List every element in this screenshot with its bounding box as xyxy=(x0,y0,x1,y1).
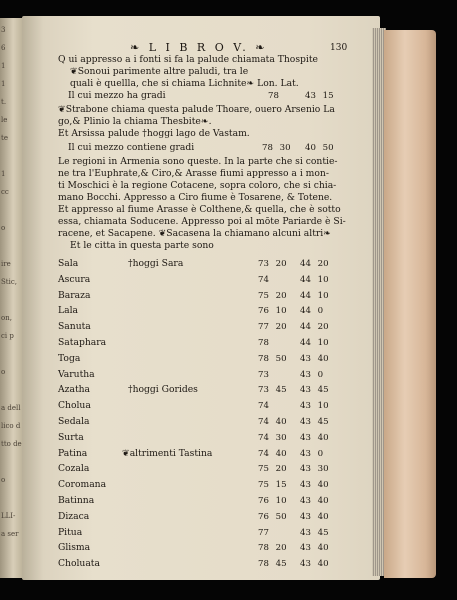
city-longitude: 78 50 xyxy=(258,353,287,364)
city-latitude: 43 45 xyxy=(300,385,329,396)
text-line: ti Moschici è la regione Cotacene, sopra coloro, che si chia- xyxy=(58,180,337,191)
city-longitude: 77 xyxy=(258,527,269,538)
left-margin-fragment: ire xyxy=(1,260,11,268)
city-name: Pitua xyxy=(58,526,83,538)
city-longitude: 73 45 xyxy=(258,385,287,396)
left-margin-fragment: te xyxy=(1,134,8,142)
city-longitude: 78 20 xyxy=(258,543,287,554)
city-name: Dizaca xyxy=(58,510,90,522)
city-latitude: 44 20 xyxy=(300,259,329,269)
city-longitude: 74 40 xyxy=(258,417,287,427)
left-margin-fragment: LLI- xyxy=(1,512,16,520)
city-note: †hoggi Sara xyxy=(128,258,184,269)
city-note: ❦altrimenti Tastina xyxy=(122,447,213,459)
city-name: Coromana xyxy=(58,479,107,491)
mezzo-label: Il cui mezzo ha gradi xyxy=(68,90,166,101)
city-longitude: 74 30 xyxy=(258,432,287,443)
left-margin-fragment: le xyxy=(1,116,8,124)
text-line: mano Bocchi. Appresso a Ciro fiume è Tosarene, & Totene. xyxy=(58,192,333,203)
city-name: Batinna xyxy=(58,495,95,506)
city-latitude: 43 0 xyxy=(300,369,324,380)
text-line: Q ui appresso a i fonti si fa la palude chiamata Thospite xyxy=(58,54,318,65)
city-name: Lala xyxy=(58,305,78,317)
city-longitude: 76 10 xyxy=(258,306,287,317)
city-name: Sedala xyxy=(58,416,90,427)
text-line: quali è quellla, che si chiama Lichnite❧ Lon. Lat. xyxy=(70,78,299,89)
text-line: Et Arsissa palude †hoggi lago de Vastam. xyxy=(58,128,250,139)
left-margin-fragment: o xyxy=(1,476,6,484)
left-margin-fragment: o xyxy=(1,368,6,376)
city-longitude: 73 xyxy=(258,369,269,380)
city-longitude: 75 15 xyxy=(258,480,287,491)
mezzo-lon: 78 xyxy=(268,91,279,101)
city-latitude: 43 45 xyxy=(300,527,329,538)
text-line: Et appresso al fiume Arasse è Colthene,& quella, che è sotto xyxy=(58,204,341,215)
city-longitude: 76 10 xyxy=(258,496,287,506)
city-name: Azatha xyxy=(58,384,91,396)
city-longitude: 76 50 xyxy=(258,511,287,522)
city-latitude: 44 20 xyxy=(300,322,329,333)
mezzo-lon: 78 30 xyxy=(262,143,291,153)
text-line: go,& Plinio la chiama Thesbite❧. xyxy=(58,116,212,127)
city-name: Toga xyxy=(58,352,81,364)
left-margin-fragment: ci p xyxy=(1,332,14,340)
city-longitude: 78 xyxy=(258,338,269,348)
mezzo-lat: 43 15 xyxy=(305,91,334,101)
city-latitude: 44 10 xyxy=(300,274,329,285)
city-longitude: 75 20 xyxy=(258,290,287,301)
city-name: Varutha xyxy=(58,368,95,380)
text-line: ne tra l'Euphrate,& Ciro,& Arasse fiumi appresso a i mon- xyxy=(58,168,329,179)
city-name: Ascura xyxy=(58,273,91,285)
city-latitude: 43 40 xyxy=(300,496,329,506)
city-longitude: 74 xyxy=(258,401,269,412)
city-latitude: 43 40 xyxy=(300,543,329,554)
city-latitude: 43 40 xyxy=(300,559,329,570)
city-longitude: 74 xyxy=(258,274,269,285)
city-latitude: 43 40 xyxy=(300,511,329,522)
city-latitude: 43 40 xyxy=(300,432,329,443)
city-name: Sala xyxy=(58,258,79,269)
mezzo-label: Il cui mezzo contiene gradi xyxy=(68,142,195,153)
left-margin-fragment: cc xyxy=(1,188,9,196)
left-margin-fragment: tto de xyxy=(1,440,22,448)
left-margin-fragment: on, xyxy=(1,314,12,322)
city-latitude: 43 45 xyxy=(300,417,329,427)
city-name: Choluata xyxy=(58,558,100,570)
left-margin-fragment: a dell xyxy=(1,404,21,412)
city-longitude: 74 40 xyxy=(258,448,287,459)
city-longitude: 78 45 xyxy=(258,559,287,570)
text-line: ❦Sonoui parimente altre paludi, tra le xyxy=(70,66,249,77)
left-margin-fragment: 1 xyxy=(1,80,6,88)
left-margin-fragment: o xyxy=(1,224,6,232)
city-longitude: 75 20 xyxy=(258,464,287,475)
city-name: Baraza xyxy=(58,289,91,301)
left-margin-fragment: 6 xyxy=(1,44,6,52)
city-name: Patina xyxy=(58,447,88,459)
text-line: ❦Strabone chiama questa palude Thoare, ouero Arsenio La xyxy=(58,104,335,115)
text-line: racene, et Sacapene. ❦Sacasena la chiamano alcuni altri❧ xyxy=(58,228,331,239)
mezzo-lat: 40 50 xyxy=(305,143,334,153)
left-margin-fragment: a ser xyxy=(1,530,19,538)
city-latitude: 44 0 xyxy=(300,306,324,317)
city-name: Cholua xyxy=(58,400,91,412)
city-latitude: 43 40 xyxy=(300,480,329,491)
left-margin-fragment: t. xyxy=(1,98,7,106)
left-margin-fragment: lico d xyxy=(1,422,21,430)
city-longitude: 73 20 xyxy=(258,259,287,269)
text-line: Le regioni in Armenia sono queste. In la parte che si contie- xyxy=(58,156,338,167)
city-latitude: 43 10 xyxy=(300,401,329,412)
city-name: Sanuta xyxy=(58,321,91,333)
running-head: ❧ L I B R O V. ❧ xyxy=(130,41,268,54)
city-longitude: 77 20 xyxy=(258,322,287,333)
text-line: Et le citta in questa parte sono xyxy=(70,240,214,251)
city-note: †hoggi Gorides xyxy=(128,384,198,396)
left-margin-fragment: Stic, xyxy=(1,278,17,286)
city-latitude: 43 30 xyxy=(300,464,329,475)
city-name: Sataphara xyxy=(58,337,107,348)
folio-number: 130 xyxy=(330,43,348,53)
city-latitude: 44 10 xyxy=(300,338,329,348)
city-name: Glisma xyxy=(58,542,91,554)
city-name: Cozala xyxy=(58,463,90,475)
left-margin-fragment: 1 xyxy=(1,62,6,70)
text-line: essa, chiamata Soducene. Appresso poi al mōte Pariarde è Si- xyxy=(58,216,346,227)
city-latitude: 44 10 xyxy=(300,290,329,301)
city-latitude: 43 0 xyxy=(300,448,324,459)
city-name: Surta xyxy=(58,431,84,443)
city-latitude: 43 40 xyxy=(300,353,329,364)
left-margin-fragment: 3 xyxy=(1,26,6,34)
left-margin-fragment: 1 xyxy=(1,170,6,178)
